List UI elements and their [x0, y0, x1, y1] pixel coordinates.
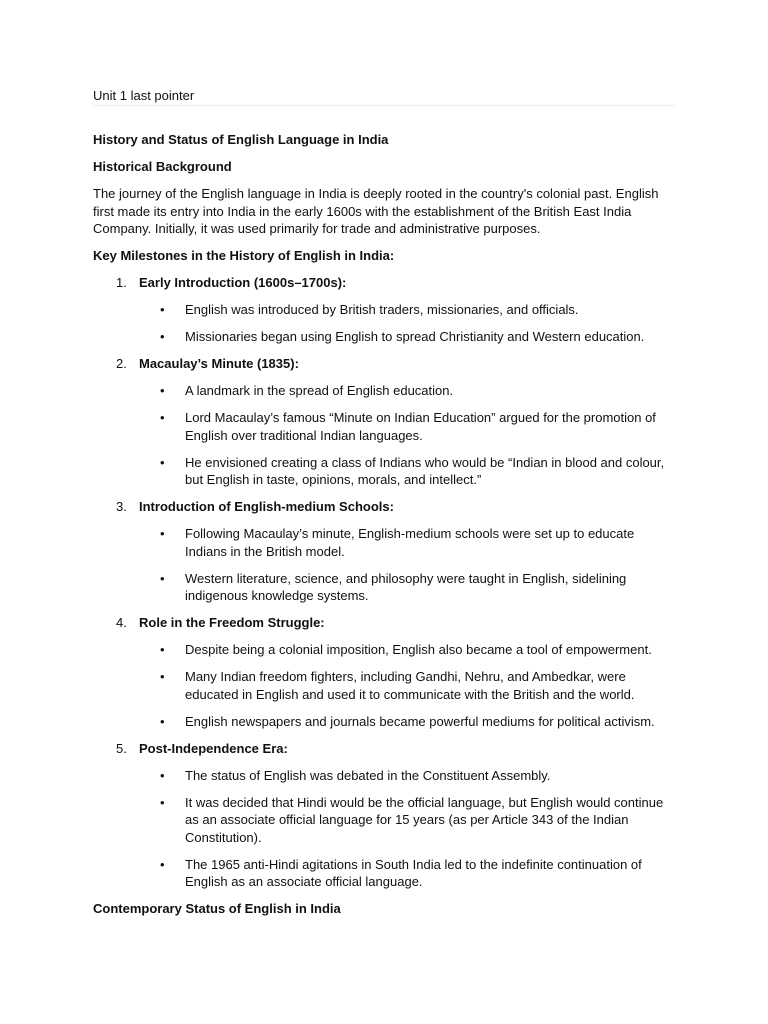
milestones-heading: Key Milestones in the History of English in India:	[93, 248, 395, 263]
milestone-item	[93, 355, 675, 489]
milestone-title: Role in the Freedom Struggle:	[139, 615, 325, 630]
milestone-title: Introduction of English-medium Schools:	[139, 499, 394, 514]
milestone-number: 3.	[116, 499, 127, 514]
milestone-number: 4.	[116, 615, 127, 630]
document-title: History and Status of English Language in India	[93, 132, 389, 147]
bullet-point	[139, 382, 675, 400]
milestone-title: Early Introduction (1600s–1700s):	[139, 275, 347, 290]
bullet-icon: •	[160, 383, 165, 398]
milestone-title: Macaulay’s Minute (1835):	[139, 356, 299, 371]
milestone-points	[139, 382, 675, 489]
bullet-text: It was decided that Hindi would be the official language, but English would continue as an associate official language for 15 years (as per Article 343 of the Indian Constitution).	[185, 794, 664, 845]
bullet-point	[139, 856, 675, 891]
bullet-text: Lord Macaulay’s famous “Minute on Indian Education” argued for the promotion of English over traditional Indian languages.	[185, 410, 656, 443]
bullet-point	[139, 570, 675, 605]
milestone-number: 1.	[116, 275, 127, 290]
bullet-icon: •	[160, 669, 165, 684]
bullet-text: He envisioned creating a class of Indians who would be “Indian in blood and colour, but English in taste, opinions, morals, and intellect.”	[185, 454, 665, 487]
milestone-points	[139, 641, 675, 730]
bullet-point	[139, 525, 675, 560]
milestones-list	[93, 274, 675, 891]
bullet-point	[139, 409, 675, 444]
bullet-icon: •	[160, 570, 165, 586]
bullet-icon: •	[160, 454, 165, 470]
bullet-point	[139, 668, 675, 703]
bullet-icon: •	[160, 642, 165, 657]
bullet-point	[139, 713, 675, 731]
milestone-points	[139, 767, 675, 891]
bullet-text: Western literature, science, and philosophy were taught in English, sidelining indigenous knowledge systems.	[185, 570, 627, 603]
bullet-icon: •	[160, 329, 165, 344]
bullet-text: A landmark in the spread of English education.	[185, 383, 454, 398]
bullet-text: The 1965 anti-Hindi agitations in South India led to the indefinite continuation of English as an associate official language.	[185, 856, 642, 889]
contemporary-status-heading: Contemporary Status of English in India	[93, 901, 341, 916]
milestone-item	[93, 498, 675, 605]
bullet-point	[139, 641, 675, 659]
bullet-text: The status of English was debated in the Constituent Assembly.	[185, 767, 551, 783]
bullet-point	[139, 767, 675, 785]
bullet-icon: •	[160, 302, 165, 317]
milestone-points	[139, 525, 675, 605]
milestone-number: 5.	[116, 740, 127, 756]
milestone-item	[93, 274, 675, 346]
bullet-text: Many Indian freedom fighters, including Gandhi, Nehru, and Ambedkar, were educated in English and used it to communicate with the British and the world.	[185, 669, 635, 702]
page-header: Unit 1 last pointer	[93, 87, 675, 106]
bullet-text: Despite being a colonial imposition, English also became a tool of empowerment.	[185, 642, 652, 657]
milestone-item	[93, 614, 675, 730]
milestone-title: Post-Independence Era:	[139, 740, 288, 756]
bullet-icon: •	[160, 410, 165, 425]
document-body	[93, 131, 675, 927]
bullet-icon: •	[160, 713, 165, 729]
historical-background-heading: Historical Background	[93, 159, 232, 174]
milestone-number: 2.	[116, 356, 127, 371]
bullet-icon: •	[160, 767, 165, 783]
milestone-points	[139, 301, 675, 346]
bullet-icon: •	[160, 794, 165, 810]
bullet-point	[139, 301, 675, 319]
bullet-point	[139, 794, 675, 847]
bullet-icon: •	[160, 856, 165, 872]
bullet-text: English newspapers and journals became powerful mediums for political activism.	[185, 713, 655, 729]
intro-paragraph: The journey of the English language in India is deeply rooted in the country's colonial past. English first made its entry into India in the early 1600s with the establishment of the British East India Company. Initially, it was used primarily for trade and administrative purposes.	[93, 186, 659, 236]
milestone-item	[93, 740, 675, 891]
bullet-point	[139, 328, 675, 346]
bullet-text: Following Macaulay’s minute, English-medium schools were set up to educate Indians in the British model.	[185, 526, 635, 559]
bullet-text: English was introduced by British traders, missionaries, and officials.	[185, 302, 579, 317]
bullet-point	[139, 454, 675, 489]
bullet-text: Missionaries began using English to spread Christianity and Western education.	[185, 329, 645, 344]
bullet-icon: •	[160, 526, 165, 541]
